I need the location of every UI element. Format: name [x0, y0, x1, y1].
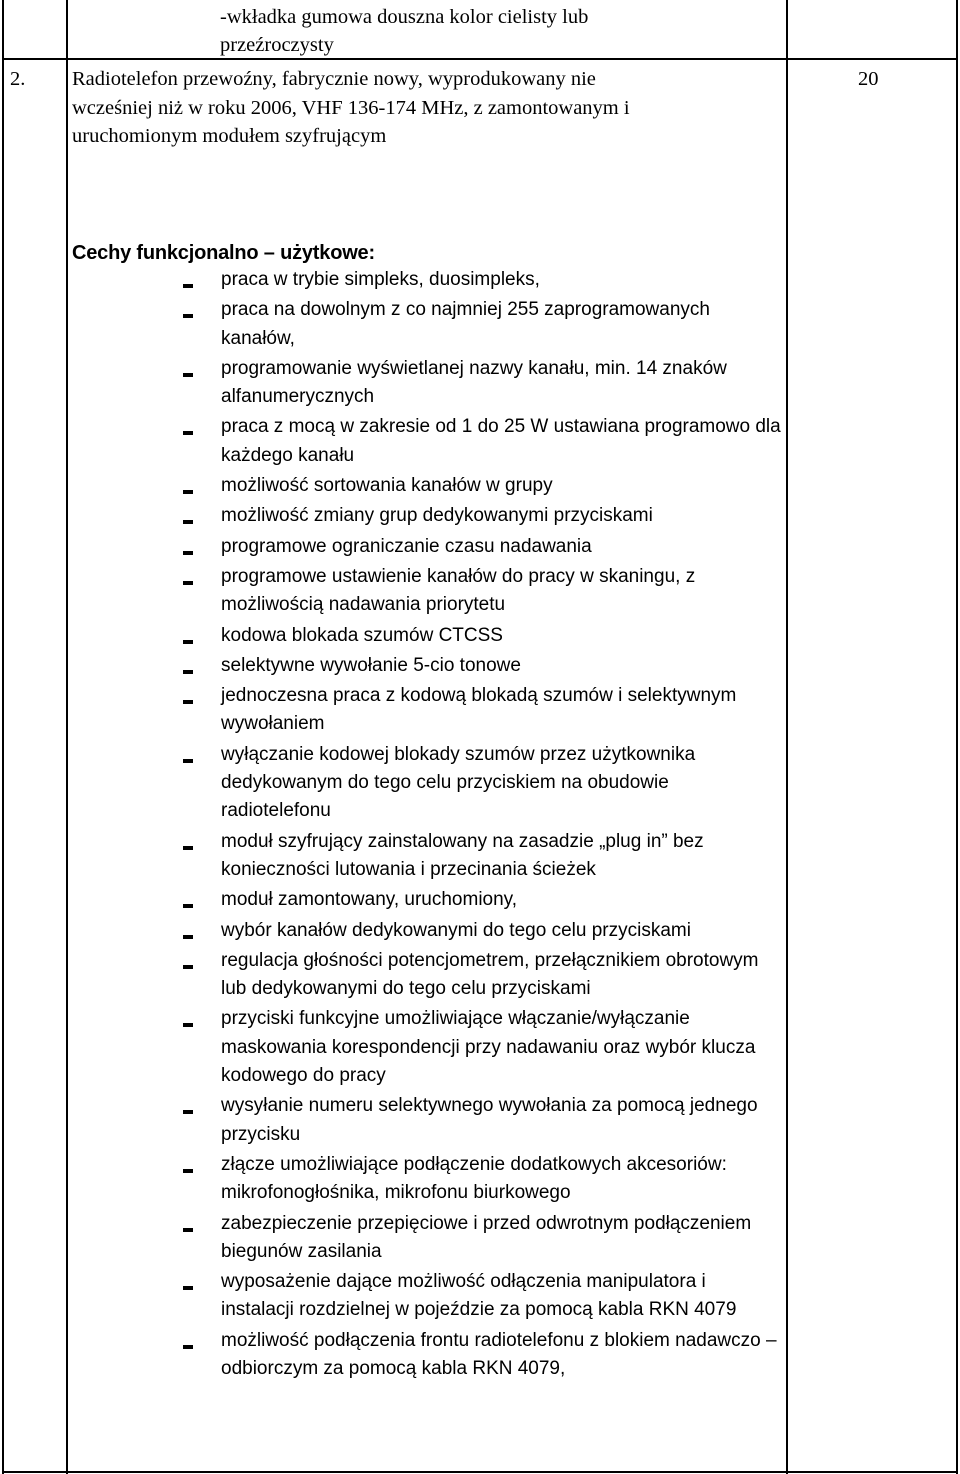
prev-row-line-1: -wkładka gumowa douszna kolor cielisty lub [220, 6, 589, 28]
feature-item: programowe ustawienie kanałów do pracy w skaningu, z możliwością nadawania priorytetu [183, 563, 783, 620]
table-bottom-border [2, 1471, 957, 1473]
dash-bullet-icon [183, 1228, 193, 1232]
quantity: 20 [858, 68, 879, 90]
feature-item: możliwość podłączenia frontu radiotelefonu z blokiem nadawczo – odbiorczym za pomocą kabla RKN 4079, [183, 1327, 783, 1384]
dash-bullet-icon [183, 551, 193, 555]
features-heading: Cechy funkcjonalno – użytkowe: [72, 242, 375, 264]
feature-item: wyłączanie kodowej blokady szumów przez użytkownika dedykowanym do tego celu przyciskiem na obudowie radiotelefonu [183, 741, 783, 826]
dash-bullet-icon [183, 520, 193, 524]
feature-item: złącze umożliwiające podłączenie dodatkowych akcesoriów: mikrofonogłośnika, mikrofonu biurkowego [183, 1151, 783, 1208]
table-border-right [956, 0, 958, 1474]
dash-bullet-icon [183, 935, 193, 939]
feature-item: regulacja głośności potencjometrem, przełącznikiem obrotowym lub dedykowanymi do tego celu przyciskami [183, 947, 783, 1004]
dash-bullet-icon [183, 846, 193, 850]
table-border-col2 [786, 0, 788, 1474]
row-number: 2. [10, 68, 26, 90]
dash-bullet-icon [183, 431, 193, 435]
dash-bullet-icon [183, 1023, 193, 1027]
dash-bullet-icon [183, 670, 193, 674]
feature-item: moduł szyfrujący zainstalowany na zasadzie „plug in” bez konieczności lutowania i przecinania ścieżek [183, 828, 783, 885]
description-line-3: uruchomionym modułem szyfrującym [72, 125, 387, 147]
feature-item: praca w trybie simpleks, duosimpleks, [183, 266, 783, 294]
dash-bullet-icon [183, 1110, 193, 1114]
feature-item: praca na dowolnym z co najmniej 255 zaprogramowanych kanałów, [183, 296, 783, 353]
table-border-col1 [66, 0, 68, 1474]
feature-item: przyciski funkcyjne umożliwiające włączanie/wyłączanie maskowania korespondencji przy nadawaniu oraz wybór klucza kodowego do pracy [183, 1005, 783, 1090]
dash-bullet-icon [183, 1169, 193, 1173]
feature-item: praca z mocą w zakresie od 1 do 25 W ustawiana programowo dla każdego kanału [183, 413, 783, 470]
dash-bullet-icon [183, 904, 193, 908]
dash-bullet-icon [183, 700, 193, 704]
feature-item: jednoczesna praca z kodową blokadą szumów i selektywnym wywołaniem [183, 682, 783, 739]
feature-item: zabezpieczenie przepięciowe i przed odwrotnym podłączeniem biegunów zasilania [183, 1210, 783, 1267]
table-border-left [2, 0, 4, 1474]
description-line-2: wcześniej niż w roku 2006, VHF 136-174 MHz, z zamontowanym i [72, 97, 630, 119]
feature-item: możliwość zmiany grup dedykowanymi przyciskami [183, 502, 783, 530]
dash-bullet-icon [183, 1286, 193, 1290]
feature-item: programowe ograniczanie czasu nadawania [183, 533, 783, 561]
description-line-1: Radiotelefon przewoźny, fabrycznie nowy, wyprodukowany nie [72, 68, 596, 90]
features-list [183, 266, 783, 1385]
feature-item: kodowa blokada szumów CTCSS [183, 622, 783, 650]
row-divider [2, 58, 957, 60]
dash-bullet-icon [183, 284, 193, 288]
feature-item: możliwość sortowania kanałów w grupy [183, 472, 783, 500]
dash-bullet-icon [183, 1345, 193, 1349]
feature-item: moduł zamontowany, uruchomiony, [183, 886, 783, 914]
dash-bullet-icon [183, 581, 193, 585]
feature-item: wysyłanie numeru selektywnego wywołania za pomocą jednego przycisku [183, 1092, 783, 1149]
feature-item: selektywne wywołanie 5-cio tonowe [183, 652, 783, 680]
feature-item: programowanie wyświetlanej nazwy kanału, min. 14 znaków alfanumerycznych [183, 355, 783, 412]
dash-bullet-icon [183, 314, 193, 318]
feature-item: wyposażenie dające możliwość odłączenia manipulatora i instalacji rozdzielnej w pojeździe za pomocą kabla RKN 4079 [183, 1268, 783, 1325]
dash-bullet-icon [183, 965, 193, 969]
dash-bullet-icon [183, 373, 193, 377]
dash-bullet-icon [183, 759, 193, 763]
dash-bullet-icon [183, 490, 193, 494]
prev-row-line-2: przeźroczysty [220, 34, 334, 56]
feature-item: wybór kanałów dedykowanymi do tego celu przyciskami [183, 917, 783, 945]
dash-bullet-icon [183, 640, 193, 644]
